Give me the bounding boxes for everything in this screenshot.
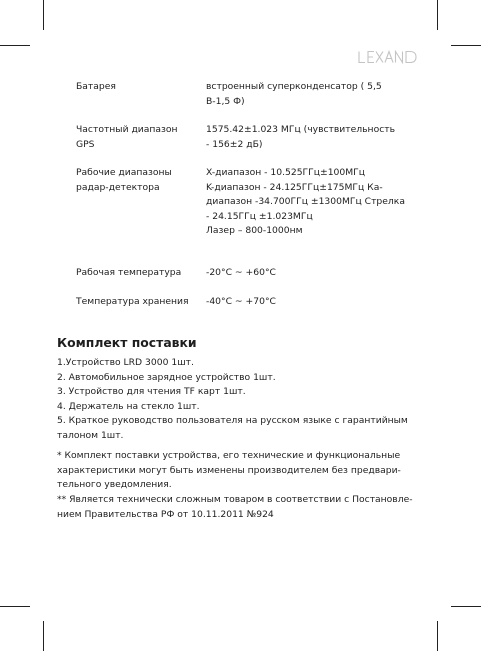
lexand-logo bbox=[358, 50, 420, 64]
note-technically-complex: ** Является технически сложным товаром в соответствии с Постановле-нием Правительства РФ от 10.11.2011 №924 bbox=[57, 494, 413, 520]
crop-mark-top-right bbox=[451, 45, 481, 46]
crop-mark-bottom-left-vertical bbox=[43, 621, 44, 651]
crop-mark-bottom-right-vertical bbox=[437, 621, 438, 651]
kit-item: 5. Краткое руководство пользователя на русском языке с гарантийным талоном 1шт. bbox=[57, 415, 408, 441]
spec-value: -20°C ~ +60°C bbox=[206, 267, 276, 278]
spec-label: Батарея bbox=[76, 81, 116, 92]
spec-label: Рабочие диапазоны радар-детектора bbox=[76, 167, 172, 193]
crop-mark-top-left-vertical bbox=[43, 0, 44, 30]
spec-label: Температура хранения bbox=[76, 296, 189, 307]
note-specs-change: * Комплект поставки устройства, его технические и функциональные характеристики могут быть изменены производителем без предвари-тельного уведомления. bbox=[57, 450, 401, 490]
crop-mark-bottom-right bbox=[451, 606, 481, 607]
kit-title: Комплект поставки bbox=[57, 335, 197, 350]
spec-label: Рабочая температура bbox=[76, 267, 182, 278]
spec-value: X-диапазон - 10.525ГГц±100МГц K-диапазон - 24.125ГГц±175МГц Ка- диапазон -34.700ГГц ±1300МГц Стрелка - 24.15ГГц ±1.023МГц Лазер – 800-1000нм bbox=[206, 167, 405, 236]
kit-item: 1.Устройство LRD 3000 1шт. bbox=[57, 357, 194, 368]
spec-label: Частотный диапазон GPS bbox=[76, 124, 178, 150]
kit-item: 3. Устройство для чтения TF карт 1шт. bbox=[57, 386, 246, 397]
spec-value: встроенный суперконденсатор ( 5,5 В-1,5 Ф) bbox=[206, 81, 382, 107]
kit-list bbox=[57, 356, 422, 443]
spec-value: -40°C ~ +70°C bbox=[206, 296, 276, 307]
crop-mark-top-right-vertical bbox=[437, 0, 438, 30]
crop-mark-bottom-left bbox=[0, 606, 30, 607]
kit-item: 4. Держатель на стекло 1шт. bbox=[57, 400, 200, 412]
crop-mark-top-left bbox=[0, 45, 30, 46]
spec-value: 1575.42±1.023 МГц (чувствительность - 156±2 дБ) bbox=[206, 124, 396, 150]
kit-item: 2. Автомобильное зарядное устройство 1шт. bbox=[57, 371, 276, 383]
